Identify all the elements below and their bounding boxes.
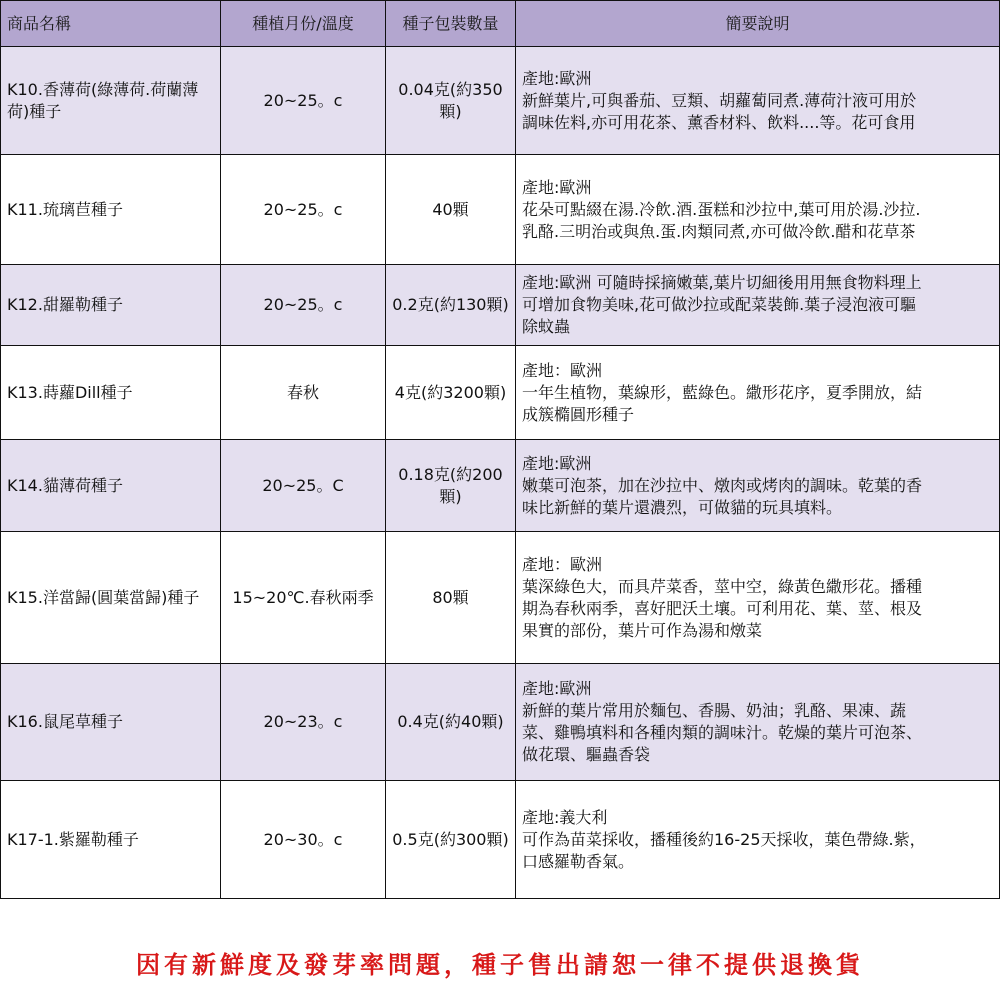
table-row bbox=[1, 532, 1000, 664]
planting-temp-cell: 20~25。C bbox=[221, 440, 386, 532]
package-qty-cell: 80顆 bbox=[386, 532, 516, 664]
table-row bbox=[1, 155, 1000, 265]
package-qty-cell: 0.5克(約300顆) bbox=[386, 781, 516, 899]
description-line: 除蚊蟲 bbox=[522, 317, 571, 336]
table-row bbox=[1, 47, 1000, 155]
description-cell bbox=[516, 47, 1000, 155]
package-qty-cell: 0.4克(約40顆) bbox=[386, 664, 516, 781]
header-product-name: 商品名稱 bbox=[1, 1, 221, 47]
description-line: 新鮮的葉片常用於麵包、香腸、奶油；乳酪、果凍、蔬 bbox=[522, 701, 907, 720]
description-line: 成簇橢圓形種子 bbox=[522, 404, 635, 424]
package-qty-cell: 4克(約3200顆) bbox=[386, 346, 516, 440]
description-cell bbox=[516, 440, 1000, 532]
description-line: 產地:歐洲 bbox=[522, 679, 592, 698]
planting-temp-cell: 20~25。c bbox=[221, 47, 386, 155]
description-line: 菜、雞鴨填料和各種肉類的調味汁。乾燥的葉片可泡茶、 bbox=[522, 723, 923, 742]
table-row bbox=[1, 664, 1000, 781]
table-header-row bbox=[1, 1, 1000, 47]
description-line: 可作為苗菜採收，播種後約16-25天採收，葉色帶綠.紫， bbox=[522, 829, 926, 849]
table-row bbox=[1, 781, 1000, 899]
description-line: 產地：歐洲 bbox=[522, 360, 603, 380]
table-row bbox=[1, 346, 1000, 440]
description-line: 葉深綠色大，而具芹菜香，莖中空，綠黃色繖形花。播種 bbox=[522, 576, 923, 596]
planting-temp-cell: 20~30。c bbox=[221, 781, 386, 899]
product-name-cell: K13.蒔蘿Dill種子 bbox=[1, 346, 221, 440]
table-row bbox=[1, 440, 1000, 532]
description-line: 味比新鮮的葉片還濃烈，可做貓的玩具填料。 bbox=[522, 497, 843, 517]
description-line: 產地:歐洲 bbox=[522, 177, 592, 197]
product-name-cell: K17-1.紫羅勒種子 bbox=[1, 781, 221, 899]
planting-temp-cell: 春秋 bbox=[221, 346, 386, 440]
no-return-notice: 因有新鮮度及發芽率問題，種子售出請恕一律不提供退換貨 bbox=[136, 950, 864, 979]
description-line: 做花環、驅蟲香袋 bbox=[522, 745, 651, 764]
package-qty-cell: 0.18克(約200顆) bbox=[386, 440, 516, 532]
package-qty-cell: 40顆 bbox=[386, 155, 516, 265]
planting-temp-cell: 20~25。c bbox=[221, 155, 386, 265]
product-name-cell: K12.甜羅勒種子 bbox=[1, 265, 221, 346]
table-body bbox=[1, 47, 1000, 899]
planting-temp-cell: 20~25。c bbox=[221, 265, 386, 346]
product-name-cell: K10.香薄荷(綠薄荷.荷蘭薄荷)種子 bbox=[1, 47, 221, 155]
description-cell bbox=[516, 155, 1000, 265]
description-cell bbox=[516, 781, 1000, 899]
header-planting-temp: 種植月份/溫度 bbox=[221, 1, 386, 47]
table-row bbox=[1, 265, 1000, 346]
description-line: 花朵可點綴在湯.冷飲.酒.蛋糕和沙拉中,葉可用於湯.沙拉. bbox=[522, 199, 921, 219]
package-qty-cell: 0.2克(約130顆) bbox=[386, 265, 516, 346]
planting-temp-cell: 15~20℃.春秋兩季 bbox=[221, 532, 386, 664]
description-line: 期為春秋兩季，喜好肥沃土壤。可利用花、葉、莖、根及 bbox=[522, 598, 923, 618]
header-description: 簡要說明 bbox=[516, 1, 1000, 47]
description-line: 新鮮葉片,可與番茄、豆類、胡蘿蔔同煮.薄荷汁液可用於 bbox=[522, 90, 917, 110]
description-cell bbox=[516, 532, 1000, 664]
description-line: 調味佐料,亦可用花茶、薰香材料、飲料....等。花可食用 bbox=[522, 112, 916, 132]
description-line: 乳酪.三明治或與魚.蛋.肉類同煮,亦可做冷飲.醋和花草茶 bbox=[522, 221, 916, 241]
planting-temp-cell: 20~23。c bbox=[221, 664, 386, 781]
description-cell bbox=[516, 346, 1000, 440]
description-line: 產地:歐洲 bbox=[522, 68, 592, 88]
description-line: 產地:義大利 bbox=[522, 807, 608, 827]
product-name-cell: K14.貓薄荷種子 bbox=[1, 440, 221, 532]
description-line: 果實的部份，葉片可作為湯和燉菜 bbox=[522, 620, 763, 640]
description-line: 一年生植物，葉線形，藍綠色。繖形花序，夏季開放，結 bbox=[522, 382, 923, 402]
product-name-cell: K11.琉璃苣種子 bbox=[1, 155, 221, 265]
description-line: 嫩葉可泡茶，加在沙拉中、燉肉或烤肉的調味。乾葉的香 bbox=[522, 475, 923, 495]
description-line: 產地:歐洲 可隨時採摘嫩葉,葉片切細後用用無食物料理上 bbox=[522, 273, 922, 292]
description-line: 產地：歐洲 bbox=[522, 554, 603, 574]
description-cell bbox=[516, 664, 1000, 781]
description-line: 可增加食物美味,花可做沙拉或配菜裝飾.葉子浸泡液可驅 bbox=[522, 295, 917, 314]
product-name-cell: K16.鼠尾草種子 bbox=[1, 664, 221, 781]
description-cell bbox=[516, 265, 1000, 346]
package-qty-cell: 0.04克(約350顆) bbox=[386, 47, 516, 155]
product-name-cell: K15.洋當歸(圓葉當歸)種子 bbox=[1, 532, 221, 664]
header-package-qty: 種子包裝數量 bbox=[386, 1, 516, 47]
description-line: 口感羅勒香氣。 bbox=[522, 851, 635, 871]
description-line: 產地:歐洲 bbox=[522, 453, 592, 473]
